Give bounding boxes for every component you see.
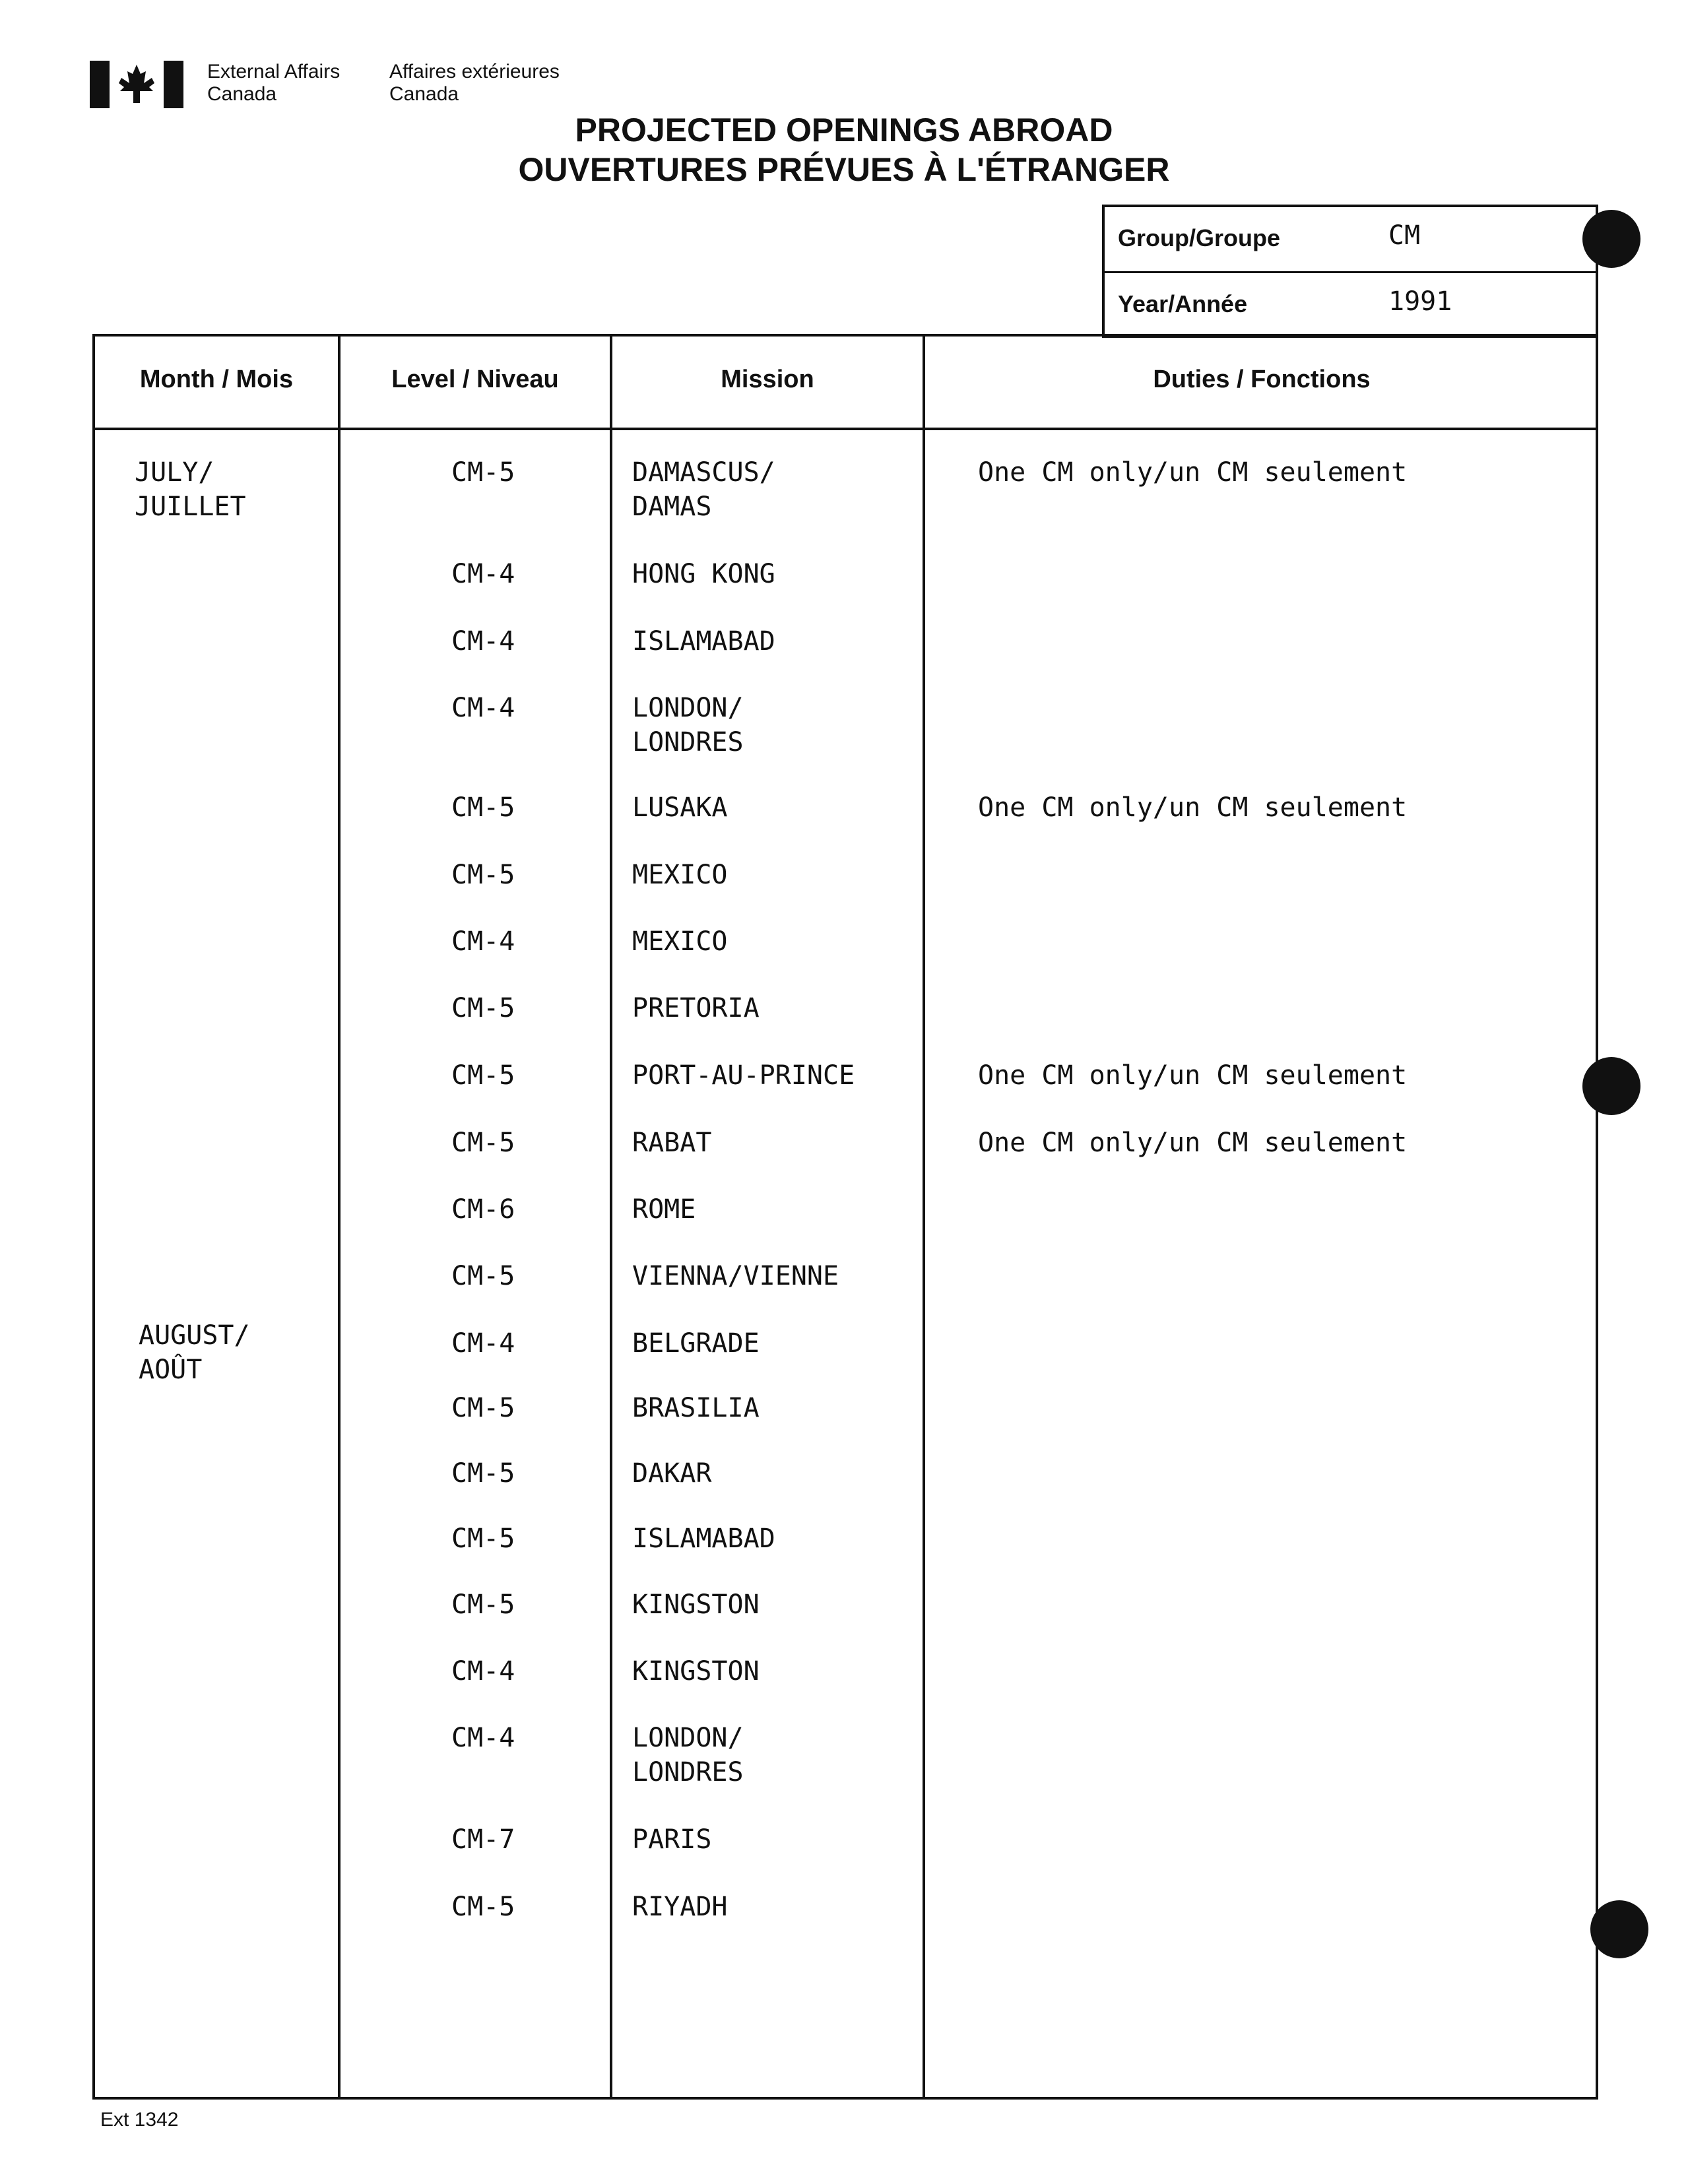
row-mission: ISLAMABAD	[632, 1524, 775, 1554]
group-year-box	[1102, 205, 1598, 338]
row-mission: LONDON/ LONDRES	[632, 1723, 744, 1787]
flag-left-bar	[90, 61, 110, 108]
header-level: Level / Niveau	[391, 366, 559, 393]
binder-hole	[1582, 210, 1640, 268]
row-mission: DAKAR	[632, 1458, 712, 1489]
row-mission: MEXICO	[632, 926, 728, 957]
openings-table	[92, 334, 1598, 2100]
year-label: Year/Année	[1118, 290, 1248, 317]
form-number: Ext 1342	[100, 2109, 179, 2131]
year-row	[1105, 271, 1596, 337]
row-mission: RIYADH	[632, 1892, 728, 1922]
row-level: CM-4	[451, 626, 515, 657]
dept-en	[207, 61, 340, 106]
row-mission: BRASILIA	[632, 1393, 760, 1423]
row-level: CM-5	[451, 792, 515, 823]
row-level: CM-5	[451, 860, 515, 890]
row-level: CM-5	[451, 1524, 515, 1554]
row-level: CM-5	[451, 1590, 515, 1620]
column-divider	[923, 337, 925, 2097]
row-mission: PORT-AU-PRINCE	[632, 1060, 855, 1091]
row-mission: MEXICO	[632, 860, 728, 890]
row-mission: PARIS	[632, 1824, 712, 1855]
month-july: JULY/ JUILLET	[135, 457, 246, 522]
row-level: CM-4	[451, 1328, 515, 1359]
row-level: CM-5	[451, 1060, 515, 1091]
header-divider	[95, 428, 1596, 430]
row-mission: LUSAKA	[632, 792, 728, 823]
page-title-en: PROJECTED OPENINGS ABROAD	[575, 112, 1113, 148]
row-duties: One CM only/un CM seulement	[978, 792, 1408, 823]
row-duties: One CM only/un CM seulement	[978, 457, 1408, 488]
canada-flag-icon	[90, 61, 183, 108]
row-mission: VIENNA/VIENNE	[632, 1261, 839, 1291]
row-level: CM-5	[451, 1892, 515, 1922]
group-row	[1105, 207, 1596, 271]
row-duties: One CM only/un CM seulement	[978, 1128, 1408, 1158]
month-august: AUGUST/ AOÛT	[139, 1320, 250, 1385]
row-mission: KINGSTON	[632, 1590, 760, 1620]
row-level: CM-4	[451, 926, 515, 957]
maple-leaf-icon	[114, 63, 160, 106]
row-level: CM-5	[451, 457, 515, 488]
row-level: CM-7	[451, 1824, 515, 1855]
row-mission: ROME	[632, 1194, 696, 1225]
row-level: CM-5	[451, 1458, 515, 1489]
header-month: Month / Mois	[139, 366, 294, 393]
binder-hole	[1582, 1057, 1640, 1115]
flag-right-bar	[164, 61, 183, 108]
header-mission: Mission	[721, 366, 814, 393]
row-level: CM-4	[451, 693, 515, 723]
dept-fr	[389, 61, 560, 106]
row-mission: DAMASCUS/ DAMAS	[632, 457, 775, 522]
row-mission: PRETORIA	[632, 993, 760, 1023]
row-level: CM-5	[451, 1128, 515, 1158]
row-level: CM-4	[451, 1723, 515, 1753]
row-mission: HONG KONG	[632, 559, 775, 589]
row-mission: KINGSTON	[632, 1656, 760, 1686]
header-duties: Duties / Fonctions	[1153, 366, 1371, 393]
row-level: CM-5	[451, 1393, 515, 1423]
binder-hole	[1590, 1900, 1648, 1958]
dept-fr-line1: Affaires extérieures	[389, 61, 560, 82]
row-level: CM-4	[451, 559, 515, 589]
row-duties: One CM only/un CM seulement	[978, 1060, 1408, 1091]
dept-en-line2: Canada	[207, 83, 277, 105]
column-divider	[338, 337, 341, 2097]
page-title-fr: OUVERTURES PRÉVUES À L'ÉTRANGER	[518, 151, 1170, 188]
group-label: Group/Groupe	[1118, 224, 1280, 251]
row-level: CM-5	[451, 1261, 515, 1291]
row-level: CM-4	[451, 1656, 515, 1686]
row-mission: BELGRADE	[632, 1328, 760, 1359]
group-value: CM	[1388, 220, 1421, 251]
year-value: 1991	[1388, 286, 1452, 317]
row-mission: LONDON/ LONDRES	[632, 693, 744, 757]
row-level: CM-6	[451, 1194, 515, 1225]
row-mission: RABAT	[632, 1128, 712, 1158]
row-mission: ISLAMABAD	[632, 626, 775, 657]
dept-en-line1: External Affairs	[207, 61, 341, 82]
column-divider	[610, 337, 612, 2097]
dept-fr-line2: Canada	[389, 83, 459, 105]
row-level: CM-5	[451, 993, 515, 1023]
